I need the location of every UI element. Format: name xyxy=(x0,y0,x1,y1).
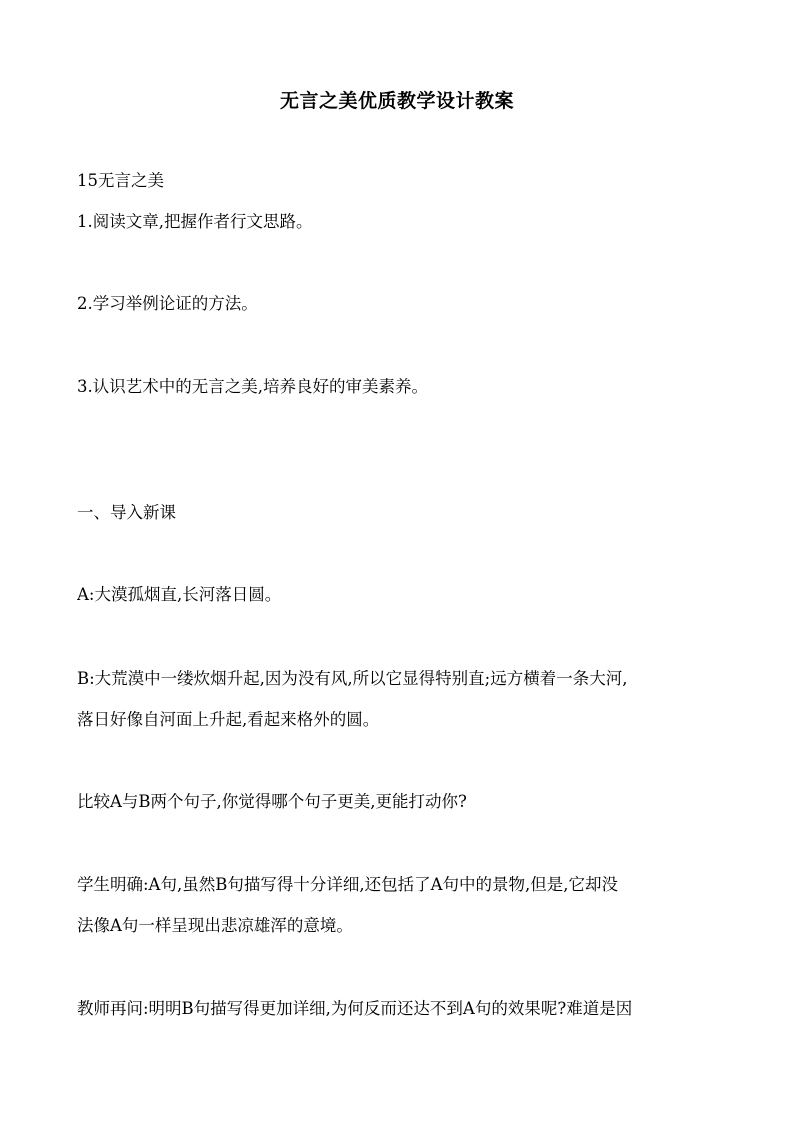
student-answer-line-2: 法像A句一样呈现出悲凉雄浑的意境。 xyxy=(77,916,353,935)
teacher-question-line: 教师再问:明明B句描写得更加详细,为何反而还达不到A句的效果呢?难道是因 xyxy=(77,999,633,1018)
objective-3: 3.认识艺术中的无言之美,培养良好的审美素养。 xyxy=(77,377,428,396)
sentence-b-line-2: 落日好像自河面上升起,看起来格外的圆。 xyxy=(77,710,380,729)
question-text: 比较A与B两个句子,你觉得哪个句子更美,更能打动你? xyxy=(77,792,467,811)
objective-2: 2.学习举例论证的方法。 xyxy=(77,294,258,313)
student-answer-line-1: 学生明确:A句,虽然B句描写得十分详细,还包括了A句中的景物,但是,它却没 xyxy=(77,875,618,894)
objective-1: 1.阅读文章,把握作者行文思路。 xyxy=(77,212,313,231)
sentence-a: A:大漠孤烟直,长河落日圆。 xyxy=(77,585,282,604)
section-heading-lesson: 15无言之美 xyxy=(77,171,164,190)
section-heading-intro: 一、导入新课 xyxy=(77,503,176,522)
document-title: 无言之美优质教学设计教案 xyxy=(279,90,514,112)
sentence-b-line-1: B:大荒漠中一缕炊烟升起,因为没有风,所以它显得特别直;远方横着一条大河, xyxy=(77,669,628,688)
